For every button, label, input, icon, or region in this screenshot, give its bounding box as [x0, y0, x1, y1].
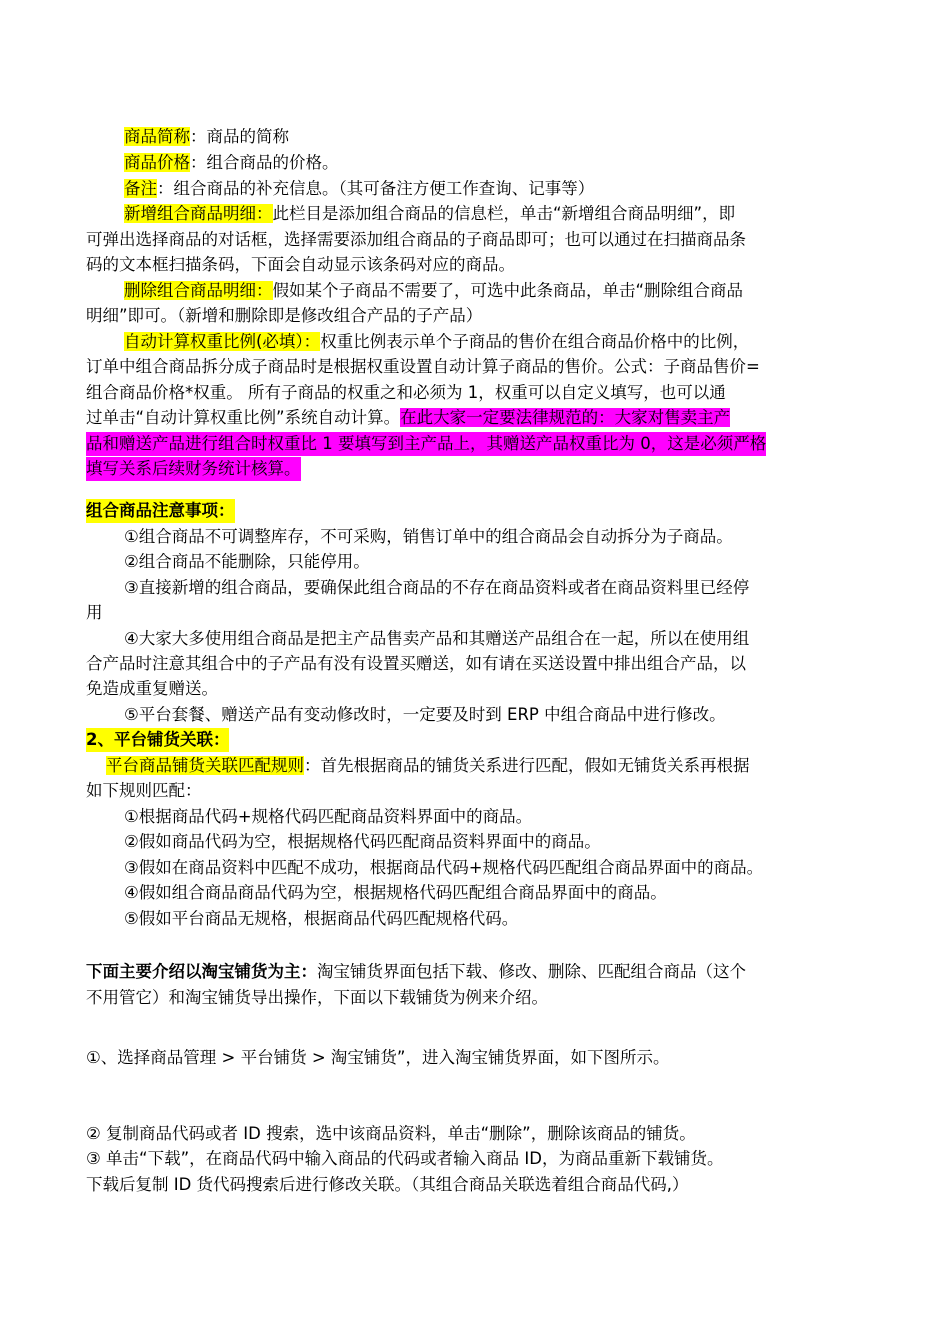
field-price: 商品价格：组合商品的价格。: [124, 153, 339, 172]
step-2: ② 复制商品代码或者 ID 搜索，选中该商品资料，单击“删除”，删除该商品的铺货。: [86, 1124, 696, 1143]
list-item: ③假如在商品资料中匹配不成功，根据商品代码+规格代码匹配组合商品界面中的商品。: [124, 858, 764, 877]
text-line: 订单中组合商品拆分成子商品时是根据权重设置自动计算子商品的售价。公式：子商品售价=: [86, 357, 760, 376]
text-line: 组合商品价格*权重。 所有子商品的权重之和必须为 1，权重可以自定义填写，也可以通: [86, 383, 726, 402]
highlight-warning-line: 品和赠送产品进行组合时权重比 1 要填写到主产品上，其赠送产品权重比为 0，这是必须严格: [86, 432, 766, 456]
text-line: 用: [86, 603, 103, 622]
text-line: 下载后复制 ID 货代码搜索后进行修改关联。（其组合商品关联选着组合商品代码,）: [86, 1175, 689, 1194]
step-3: ③ 单击“下载”，在商品代码中输入商品的代码或者输入商品 ID，为商品重新下载铺货。: [86, 1149, 724, 1168]
field-short-name: 商品简称：商品的简称: [124, 127, 289, 146]
list-item: ①根据商品代码+规格代码匹配商品资料界面中的商品。: [124, 807, 533, 826]
highlight-warning-line: 填写关系后续财务统计核算。: [86, 457, 301, 481]
text-line: 可弹出选择商品的对话框，选择需要添加组合商品的子商品即可；也可以通过在扫描商品条: [86, 230, 746, 249]
list-item: ⑤平台套餐、赠送产品有变动修改时，一定要及时到 ERP 中组合商品中进行修改。: [124, 705, 726, 724]
text-line: 码的文本框扫描条码，下面会自动显示该条码对应的商品。: [86, 255, 515, 274]
paragraph-match-rules: 平台商品铺货关联匹配规则：首先根据商品的铺货关系进行匹配，假如无铺货关系再根据: [106, 756, 750, 775]
list-item: ④大家大多使用组合商品是把主产品售卖产品和其赠送产品组合在一起，所以在使用组: [124, 629, 750, 648]
text-line: 免造成重复赠送。: [86, 679, 218, 698]
list-item: ③直接新增的组合商品，要确保此组合商品的不存在商品资料或者在商品资料里已经停: [124, 578, 750, 597]
paragraph-weight-ratio: 自动计算权重比例(必填）：权重比例表示单个子商品的售价在组合商品价格中的比例，: [124, 332, 750, 351]
list-item: ⑤假如平台商品无规格，根据商品代码匹配规格代码。: [124, 909, 519, 928]
paragraph-add-detail: 新增组合商品明细：此栏目是添加组合商品的信息栏，单击“新增组合商品明细”，即: [124, 204, 736, 223]
step-1: ①、选择商品管理 > 平台铺货 > 淘宝铺货”，进入淘宝铺货界面，如下图所示。: [86, 1048, 670, 1067]
text-line: 不用管它）和淘宝铺货导出操作，下面以下载铺货为例来介绍。: [86, 988, 548, 1007]
text-line: 合产品时注意其组合中的子产品有没有设置买赠送，如有请在买送设置中排出组合产品，以: [86, 654, 746, 673]
field-remark: 备注：组合商品的补充信息。（其可备注方便工作查询、记事等）: [124, 179, 595, 198]
paragraph-delete-detail: 删除组合商品明细：假如某个子商品不需要了，可选中此条商品，单击“删除组合商品: [124, 281, 744, 300]
list-item: ②组合商品不能删除，只能停用。: [124, 552, 370, 571]
list-item: ②假如商品代码为空，根据规格代码匹配商品资料界面中的商品。: [124, 832, 601, 851]
list-item: ④假如组合商品商品代码为空，根据规格代码匹配组合商品界面中的商品。: [124, 883, 667, 902]
paragraph-taobao-intro: 下面主要介绍以淘宝铺货为主：淘宝铺货界面包括下载、修改、删除、匹配组合商品（这个: [86, 962, 746, 981]
section-heading-platform: 2、平台铺货关联：: [86, 728, 229, 752]
text-line: 明细”即可。（新增和删除即是修改组合产品的子产品）: [86, 306, 483, 325]
text-line: 过单击“自动计算权重比例”系统自动计算。在此大家一定要法律规范的：大家对售卖主产: [86, 408, 731, 427]
text-line: 如下规则匹配：: [86, 781, 202, 800]
section-heading-notes: 组合商品注意事项：: [86, 499, 235, 523]
list-item: ①组合商品不可调整库存，不可采购，销售订单中的组合商品会自动拆分为子商品。: [124, 527, 733, 546]
